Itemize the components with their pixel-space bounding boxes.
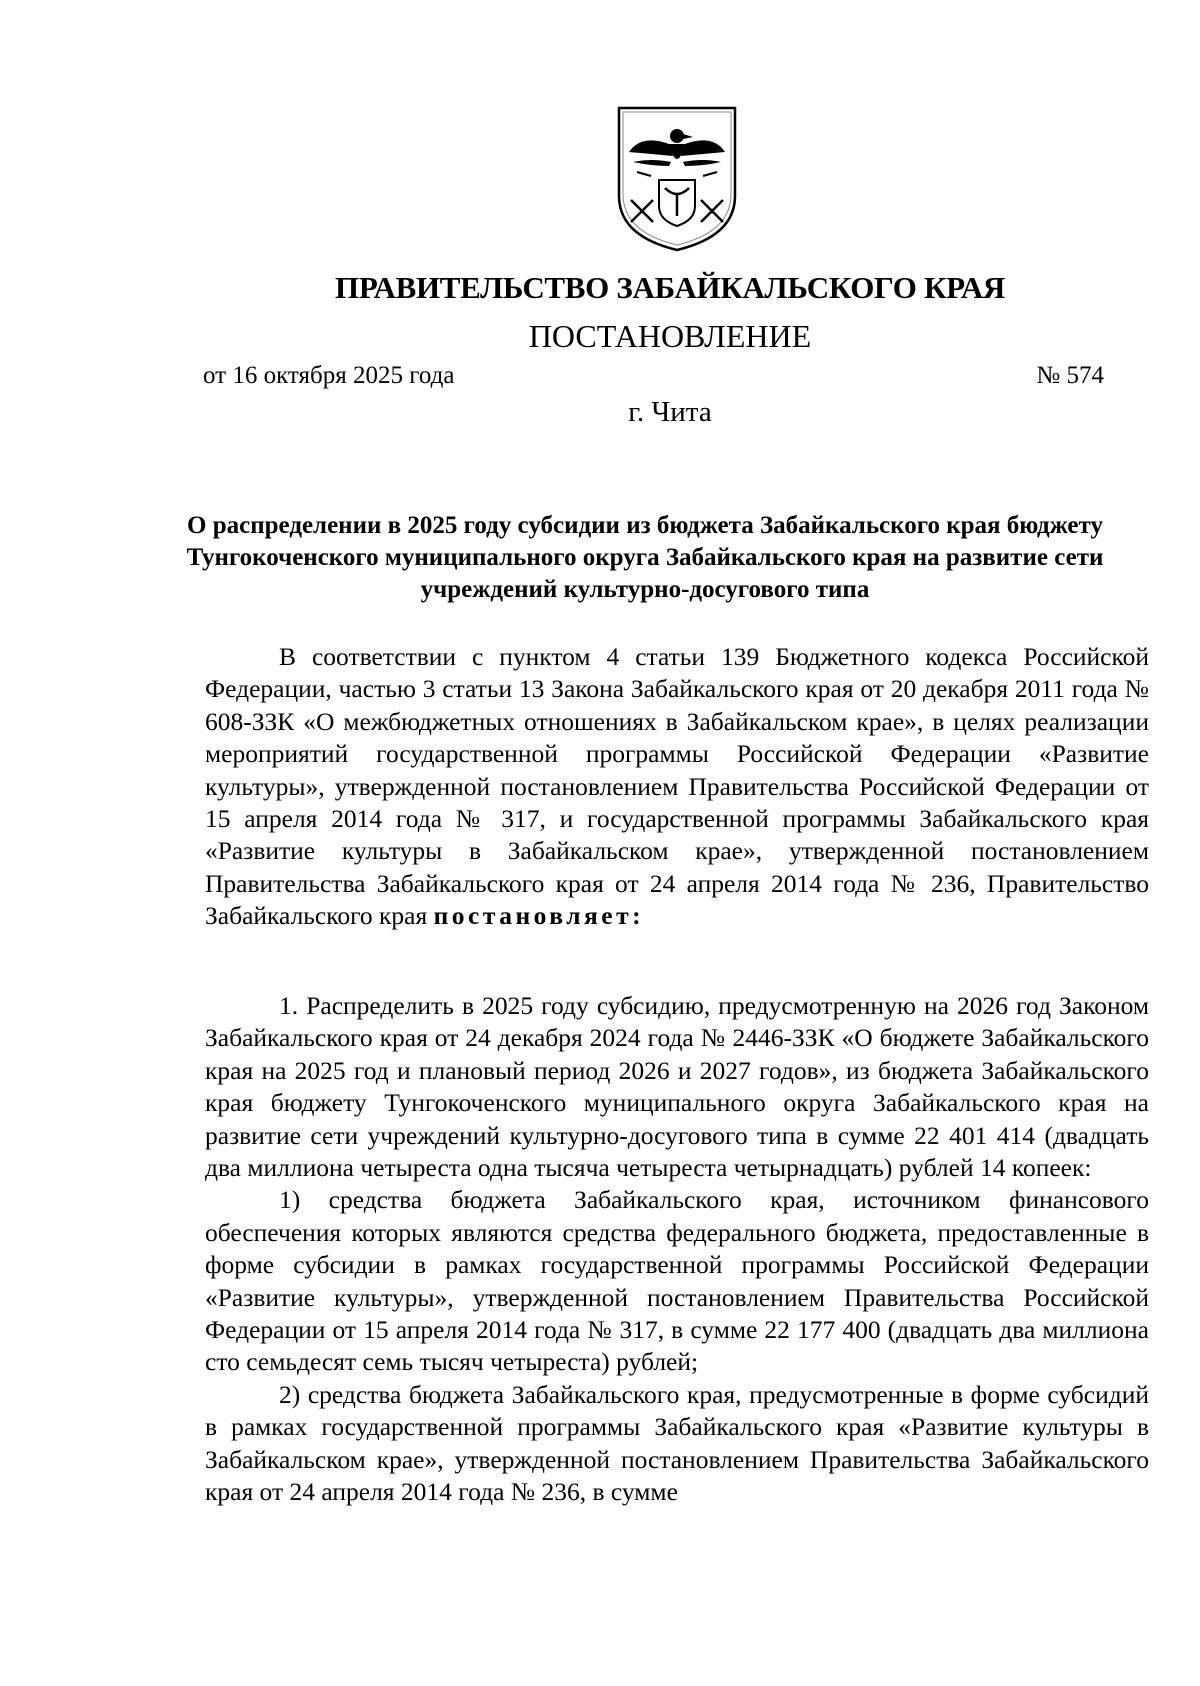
- document-number: № 574: [1036, 362, 1104, 389]
- document-city: г. Чита: [628, 396, 712, 428]
- subitem-1: 1) средства бюджета Забайкальского края, источником финансового обеспечения которых являются средства федерального бюджета, предоставленные в форме субсидии в рамках государственной программы Российской Федерации «Развитие культуры», утвержденной постановлением Правительства Российской Федерации от 15 апреля 2014 года № 317, в сумме 22 177 400 (двадцать два миллиона сто семьдесят семь тысяч четыреста) рублей;: [205, 1185, 1149, 1377]
- preamble-text: В соответствии с пунктом 4 статьи 139 Бюджетного кодекса Российской Федерации, частью 3 статьи 13 Закона Забайкальского края от 20 декабря 2011 года № 608-ЗЗК «О межбюджетных отношениях в Забайкальском крае», в целях реализации мероприятий государственной программы Российской Федерации «Развитие культуры», утвержденной постановлением Правительства Российской Федерации от 15 апреля 2014 года № 317, и государственной программы Забайкальского края «Развитие культуры в Забайкальском крае», утвержденной постановлением Правительства Забайкальского края от 24 апреля 2014 года № 236, Правительство Забайкальского края: [205, 642, 1149, 931]
- resolves-word: постановляет: [433, 901, 633, 931]
- document-subject: О распределении в 2025 году субсидии из бюджета Забайкальского края бюджету Тунгокоченского муниципального округа Забайкальского края на развитие сети учреждений культурно-досугового типа: [186, 512, 1104, 603]
- preamble-paragraph: [205, 641, 1149, 933]
- resolves-colon: :: [632, 901, 645, 931]
- organization-title: ПРАВИТЕЛЬСТВО ЗАБАЙКАЛЬСКОГО КРАЯ: [335, 270, 1005, 305]
- subitem-2: 2) средства бюджета Забайкальского края, предусмотренные в форме субсидий в рамках государственной программы Забайкальского края «Развитие культуры в Забайкальском крае», утвержденной постановлением Правительства Забайкальского края от 24 апреля 2014 года № 236, в сумме: [205, 1379, 1149, 1507]
- document-type: ПОСТАНОВЛЕНИЕ: [528, 318, 812, 354]
- item-1: 1. Распределить в 2025 году субсидию, предусмотренную на 2026 год Законом Забайкальского края от 24 декабря 2024 года № 2446-ЗЗК «О бюджете Забайкальского края на 2025 год и плановый период 2026 и 2027 годов», из бюджета Забайкальского края бюджету Тунгокоченского муниципального округа Забайкальского края на развитие сети учреждений культурно-досугового типа в сумме 22 401 414 (двадцать два миллиона четыреста одна тысяча четыреста четырнадцать) рублей 14 копеек:: [205, 991, 1149, 1183]
- document-date: от 16 октября 2025 года: [203, 362, 455, 389]
- preamble: [205, 641, 1149, 933]
- coat-of-arms-icon: [607, 104, 747, 254]
- resolution-items: [205, 990, 1149, 1509]
